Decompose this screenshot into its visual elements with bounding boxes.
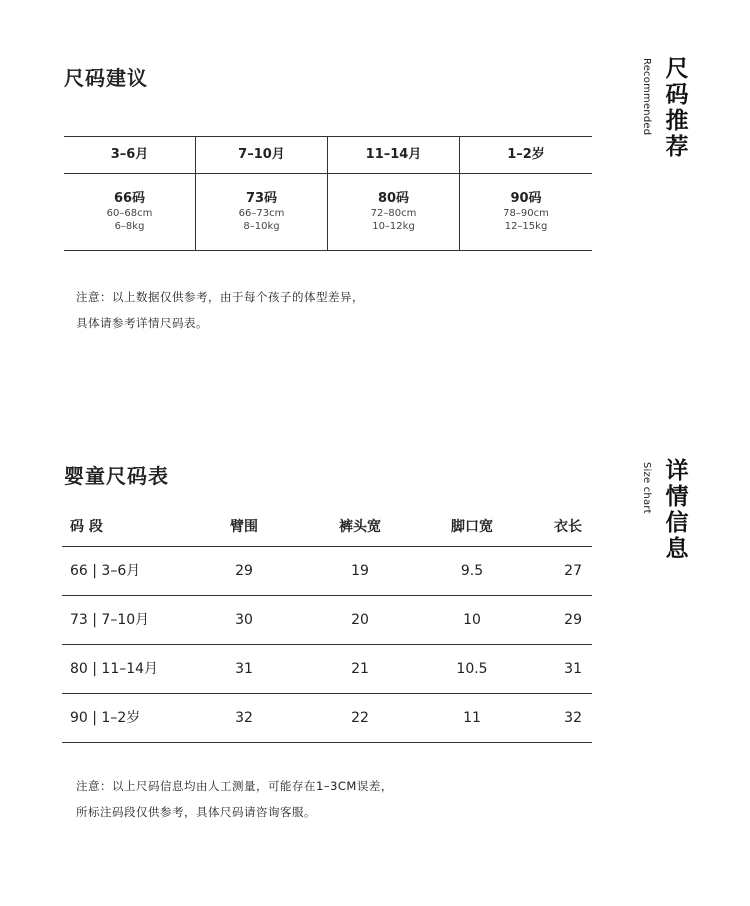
- size-range-cell: 90 | 1–2岁: [70, 710, 141, 726]
- table-row: [62, 645, 592, 694]
- height-range: 66–73cm: [238, 208, 285, 219]
- size-cell: [460, 174, 592, 250]
- recommendation-table: [64, 136, 592, 251]
- size-cell: [196, 174, 327, 250]
- length-cell: 29: [564, 612, 582, 628]
- waist-cell: 22: [351, 710, 369, 726]
- header-leg-opening: 脚口宽: [451, 519, 493, 535]
- age-label: 11–14月: [365, 147, 422, 162]
- leg-opening-cell: 9.5: [460, 563, 484, 579]
- header-length: 衣长: [554, 519, 582, 535]
- note-line: 注意：以上尺码信息均由人工测量，可能存在1–3CM误差，: [76, 779, 393, 793]
- size-chart-header: [62, 510, 592, 547]
- size-label: 80码: [377, 191, 410, 206]
- arm-cell: 29: [235, 563, 253, 579]
- height-range: 78–90cm: [503, 208, 549, 219]
- size-chart-note: [76, 773, 393, 825]
- note-line: 具体请参考详情尺码表。: [76, 316, 208, 330]
- age-label: 3–6月: [110, 147, 149, 162]
- size-label: 73码: [245, 191, 278, 206]
- size-cell: [64, 174, 195, 250]
- weight-range: 12–15kg: [504, 221, 548, 232]
- header-arm-circumference: 臂围: [230, 519, 258, 535]
- weight-range: 6–8kg: [114, 221, 145, 232]
- recommendation-table-header: [64, 137, 592, 174]
- column-divider: [459, 137, 460, 250]
- size-range-cell: 80 | 11–14月: [70, 661, 159, 677]
- note-line: 所标注码段仅供参考，具体尺码请咨询客服。: [76, 805, 316, 819]
- recommendation-table-body: [64, 174, 592, 250]
- side-label-recommend: 尺码推荐: [665, 56, 689, 160]
- leg-opening-cell: 10.5: [456, 661, 488, 677]
- table-row: [62, 694, 592, 743]
- table-row: [62, 596, 592, 645]
- height-range: 72–80cm: [370, 208, 417, 219]
- side-label-recommended-en: Recommended: [641, 58, 652, 136]
- weight-range: 10–12kg: [372, 221, 415, 232]
- arm-cell: 32: [235, 710, 253, 726]
- waist-cell: 19: [351, 563, 369, 579]
- leg-opening-cell: 11: [463, 710, 481, 726]
- table-row: [62, 547, 592, 596]
- length-cell: 32: [564, 710, 582, 726]
- waist-cell: 21: [351, 661, 369, 677]
- size-label: 66码: [113, 191, 146, 206]
- leg-opening-cell: 10: [463, 612, 481, 628]
- size-range-cell: 66 | 3–6月: [70, 563, 141, 579]
- size-cell: [328, 174, 459, 250]
- side-label-details: 详情信息: [665, 458, 689, 562]
- age-label: 1–2岁: [507, 147, 545, 162]
- size-recommendation-title: 尺码建议: [64, 66, 148, 90]
- age-label: 7–10月: [238, 147, 285, 162]
- size-label: 90码: [510, 191, 542, 206]
- arm-cell: 30: [235, 612, 253, 628]
- header-size-range: 码 段: [70, 519, 103, 535]
- header-waist-width: 裤头宽: [339, 519, 381, 535]
- height-range: 60–68cm: [106, 208, 153, 219]
- note-line: 注意：以上数据仅供参考，由于每个孩子的体型差异，: [76, 290, 364, 304]
- length-cell: 31: [564, 661, 582, 677]
- column-divider: [195, 137, 196, 250]
- side-label-size-chart-en: Size chart: [641, 462, 652, 514]
- waist-cell: 20: [351, 612, 369, 628]
- column-divider: [327, 137, 328, 250]
- arm-cell: 31: [235, 661, 253, 677]
- length-cell: 27: [564, 563, 582, 579]
- size-range-cell: 73 | 7–10月: [70, 612, 150, 628]
- weight-range: 8–10kg: [243, 221, 280, 232]
- size-chart-title: 婴童尺码表: [64, 464, 169, 488]
- recommendation-note: [76, 284, 364, 336]
